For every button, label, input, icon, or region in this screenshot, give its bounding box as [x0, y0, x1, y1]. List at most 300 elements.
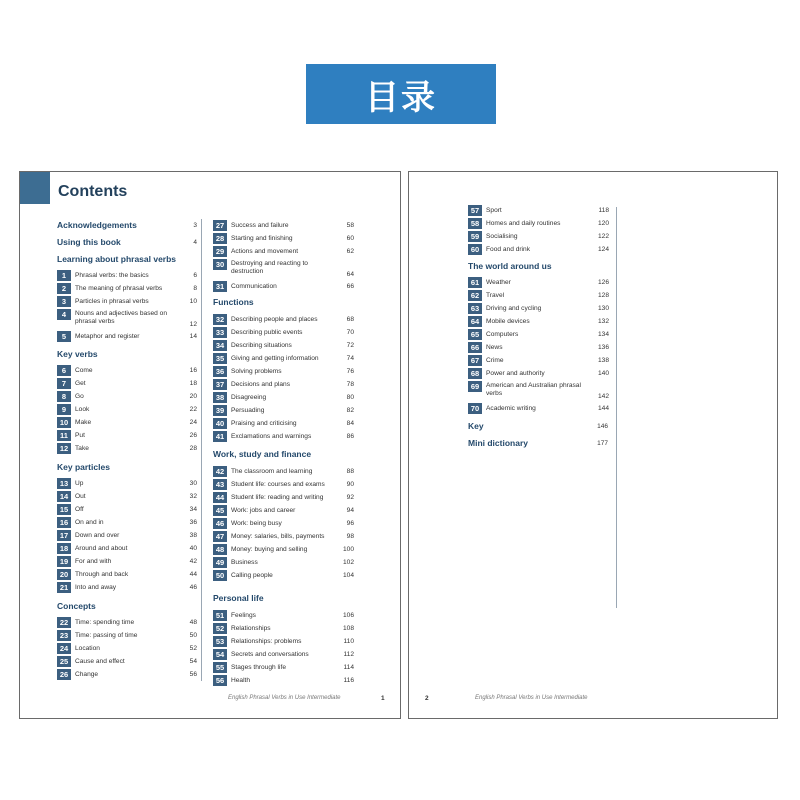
unit-title: Decisions and plans — [231, 381, 291, 388]
page-ref: 56 — [189, 671, 197, 678]
unit-number-badge: 45 — [213, 505, 227, 516]
page-ref: 80 — [346, 394, 354, 401]
unit-entry[interactable] — [213, 505, 354, 516]
unit-number-badge: 23 — [57, 630, 71, 641]
page-ref: 94 — [346, 507, 354, 514]
page-ref: 114 — [343, 664, 354, 671]
page-ref: 102 — [342, 559, 354, 566]
unit-entry[interactable] — [213, 366, 354, 377]
page-ref: 50 — [189, 632, 197, 639]
contents-entry[interactable]: Key — [468, 421, 484, 431]
unit-entry[interactable] — [213, 220, 354, 231]
unit-title: For and with — [75, 558, 112, 565]
page-ref: 30 — [189, 480, 197, 487]
unit-title: Nouns and adjectives based on phrasal verbs — [75, 310, 168, 325]
section-title: Personal life — [213, 593, 264, 603]
unit-number-badge: 21 — [57, 582, 71, 593]
unit-title: Giving and getting information — [231, 355, 319, 362]
unit-number-badge: 22 — [57, 617, 71, 628]
unit-title: Relationships — [231, 625, 271, 632]
page-ref: 98 — [346, 533, 354, 540]
unit-number-badge: 41 — [213, 431, 227, 442]
unit-number-badge: 43 — [213, 479, 227, 490]
unit-number-badge: 69 — [468, 381, 482, 392]
unit-number-badge: 4 — [57, 309, 71, 320]
unit-number-badge: 32 — [213, 314, 227, 325]
unit-number-badge: 50 — [213, 570, 227, 581]
unit-entry[interactable] — [213, 340, 354, 351]
unit-entry[interactable] — [213, 392, 354, 403]
unit-number-badge: 55 — [213, 662, 227, 673]
unit-entry[interactable] — [213, 233, 354, 244]
page-ref: 48 — [189, 619, 197, 626]
unit-entry[interactable] — [468, 342, 609, 353]
unit-title: Praising and criticising — [231, 420, 297, 427]
unit-title: Travel — [486, 292, 505, 299]
unit-title: Particles in phrasal verbs — [75, 298, 149, 305]
page-ref: 14 — [189, 333, 197, 340]
section-title: Functions — [213, 297, 254, 307]
page-ref: 104 — [342, 572, 354, 579]
unit-entry[interactable] — [57, 491, 197, 502]
unit-title: Food and drink — [486, 246, 530, 253]
unit-title: Sport — [486, 207, 502, 214]
contents-heading: Contents — [58, 183, 128, 200]
section-title: Key verbs — [57, 349, 98, 359]
unit-entry[interactable] — [57, 478, 197, 489]
unit-title: Secrets and conversations — [231, 651, 309, 658]
unit-title: On and in — [75, 519, 104, 526]
unit-title: Work: jobs and career — [231, 507, 296, 514]
unit-entry[interactable] — [213, 405, 354, 416]
unit-number-badge: 63 — [468, 303, 482, 314]
unit-number-badge: 26 — [57, 669, 71, 680]
page-ref: 6 — [193, 272, 197, 279]
unit-title: Out — [75, 493, 86, 500]
unit-entry[interactable] — [57, 417, 197, 428]
unit-entry[interactable] — [468, 290, 609, 301]
page-ref: 66 — [346, 283, 354, 290]
unit-title: Success and failure — [231, 222, 289, 229]
unit-number-badge: 28 — [213, 233, 227, 244]
page-number: 1 — [381, 695, 385, 702]
unit-entry[interactable] — [57, 543, 197, 554]
page-ref: 126 — [597, 279, 609, 286]
unit-title: Come — [75, 367, 93, 374]
page-ref: 16 — [189, 367, 197, 374]
unit-number-badge: 51 — [213, 610, 227, 621]
unit-entry[interactable] — [57, 378, 197, 389]
unit-title: Location — [75, 645, 100, 652]
unit-number-badge: 29 — [213, 246, 227, 257]
section-title: Key particles — [57, 462, 110, 472]
page-ref: 96 — [346, 520, 354, 527]
unit-number-badge: 6 — [57, 365, 71, 376]
corner-tab — [20, 172, 50, 204]
unit-entry[interactable] — [213, 662, 354, 673]
section-title: Work, study and finance — [213, 449, 312, 459]
unit-title: Student life: reading and writing — [231, 494, 324, 501]
unit-entry[interactable] — [468, 381, 609, 401]
unit-number-badge: 54 — [213, 649, 227, 660]
unit-number-badge: 44 — [213, 492, 227, 503]
unit-title: Describing public events — [231, 329, 303, 336]
unit-title: Weather — [486, 279, 511, 286]
unit-number-badge: 60 — [468, 244, 482, 255]
page-ref: 36 — [189, 519, 197, 526]
page-ref: 18 — [189, 380, 197, 387]
page-ref: 32 — [189, 493, 197, 500]
unit-title: Go — [75, 393, 84, 400]
unit-number-badge: 24 — [57, 643, 71, 654]
page-ref: 24 — [189, 419, 197, 426]
unit-entry[interactable] — [57, 391, 197, 402]
unit-entry[interactable] — [213, 259, 354, 279]
unit-entry[interactable] — [468, 244, 609, 255]
unit-entry[interactable] — [213, 649, 354, 660]
unit-entry[interactable] — [468, 329, 609, 340]
unit-entry[interactable] — [57, 283, 197, 294]
unit-number-badge: 15 — [57, 504, 71, 515]
unit-title: Make — [75, 419, 92, 426]
unit-number-badge: 49 — [213, 557, 227, 568]
page-ref: 4 — [193, 239, 197, 246]
unit-number-badge: 12 — [57, 443, 71, 454]
page-ref: 10 — [189, 298, 197, 305]
page-ref: 22 — [189, 406, 197, 413]
unit-entry[interactable] — [213, 492, 354, 503]
unit-title: Around and about — [75, 545, 128, 552]
unit-number-badge: 17 — [57, 530, 71, 541]
unit-entry[interactable] — [213, 327, 354, 338]
unit-number-badge: 14 — [57, 491, 71, 502]
unit-title: Academic writing — [486, 405, 536, 412]
unit-title: Persuading — [231, 407, 265, 414]
page-ref: 34 — [189, 506, 197, 513]
unit-title: Starting and finishing — [231, 235, 293, 242]
page-banner — [306, 64, 496, 124]
unit-number-badge: 2 — [57, 283, 71, 294]
right-page — [408, 171, 778, 719]
page-ref: 82 — [346, 407, 354, 414]
unit-entry[interactable] — [57, 365, 197, 376]
unit-entry[interactable] — [57, 582, 197, 593]
unit-title: Change — [75, 671, 99, 678]
unit-number-badge: 7 — [57, 378, 71, 389]
unit-number-badge: 59 — [468, 231, 482, 242]
unit-entry[interactable] — [213, 623, 354, 634]
unit-entry[interactable] — [213, 418, 354, 429]
unit-number-badge: 52 — [213, 623, 227, 634]
unit-entry[interactable] — [57, 556, 197, 567]
page-ref: 138 — [597, 357, 609, 364]
unit-title: Into and away — [75, 584, 117, 591]
contents-entry[interactable]: Acknowledgements — [57, 220, 137, 230]
page-footer: English Phrasal Verbs in Use Intermediate — [228, 695, 341, 701]
unit-number-badge: 53 — [213, 636, 227, 647]
unit-title: Money: salaries, bills, payments — [231, 533, 325, 540]
unit-number-badge: 5 — [57, 331, 71, 342]
unit-number-badge: 9 — [57, 404, 71, 415]
page-ref: 106 — [342, 612, 354, 619]
section-title: Concepts — [57, 601, 96, 611]
unit-entry[interactable] — [57, 569, 197, 580]
unit-title: Power and authority — [486, 370, 545, 377]
unit-number-badge: 3 — [57, 296, 71, 307]
unit-title: Money: buying and selling — [231, 546, 308, 553]
page-ref: 76 — [346, 368, 354, 375]
unit-title: Put — [75, 432, 85, 439]
page-ref: 136 — [597, 344, 609, 351]
unit-entry[interactable] — [468, 316, 609, 327]
unit-number-badge: 27 — [213, 220, 227, 231]
page-ref: 142 — [597, 393, 609, 400]
page-ref: 100 — [342, 546, 354, 553]
unit-entry[interactable] — [57, 517, 197, 528]
page-ref: 3 — [193, 222, 197, 229]
contents-entry[interactable]: Using this book — [57, 237, 121, 247]
unit-number-badge: 67 — [468, 355, 482, 366]
page-ref: 26 — [189, 432, 197, 439]
unit-title: Communication — [231, 283, 277, 290]
unit-entry[interactable] — [213, 636, 354, 647]
unit-entry[interactable] — [57, 530, 197, 541]
page-ref: 42 — [189, 558, 197, 565]
unit-title: Socialising — [486, 233, 518, 240]
page-ref: 146 — [597, 423, 608, 430]
page-ref: 70 — [346, 329, 354, 336]
unit-entry[interactable] — [468, 368, 609, 379]
unit-entry[interactable] — [57, 617, 197, 628]
page-ref: 116 — [343, 677, 354, 684]
page-ref: 64 — [346, 271, 354, 278]
unit-entry[interactable] — [213, 570, 354, 581]
contents-entry[interactable]: Mini dictionary — [468, 438, 528, 448]
unit-title: Solving problems — [231, 368, 282, 375]
page-ref: 28 — [189, 445, 197, 452]
page-ref: 58 — [346, 222, 354, 229]
unit-number-badge: 13 — [57, 478, 71, 489]
unit-entry[interactable] — [57, 504, 197, 515]
unit-entry[interactable] — [213, 479, 354, 490]
page-ref: 86 — [346, 433, 354, 440]
page-ref: 110 — [343, 638, 354, 645]
unit-entry[interactable] — [57, 331, 197, 342]
left-page — [19, 171, 401, 719]
page-ref: 130 — [597, 305, 609, 312]
unit-entry[interactable] — [213, 353, 354, 364]
unit-title: Time: passing of time — [75, 632, 138, 639]
unit-title: Actions and movement — [231, 248, 299, 255]
page-ref: 108 — [342, 625, 354, 632]
unit-entry[interactable] — [213, 518, 354, 529]
unit-number-badge: 48 — [213, 544, 227, 555]
page-ref: 40 — [189, 545, 197, 552]
unit-title: Work: being busy — [231, 520, 282, 527]
unit-entry[interactable] — [57, 404, 197, 415]
page-ref: 46 — [189, 584, 197, 591]
unit-number-badge: 19 — [57, 556, 71, 567]
unit-entry[interactable] — [213, 379, 354, 390]
unit-number-badge: 18 — [57, 543, 71, 554]
unit-entry[interactable] — [57, 430, 197, 441]
unit-title: Feelings — [231, 612, 256, 619]
unit-title: Destroying and reacting to destruction — [231, 260, 308, 275]
page-ref: 84 — [346, 420, 354, 427]
unit-title: Disagreeing — [231, 394, 267, 401]
unit-title: Business — [231, 559, 258, 566]
page-ref: 120 — [597, 220, 609, 227]
page-ref: 74 — [346, 355, 354, 362]
page-ref: 134 — [597, 331, 609, 338]
page-ref: 54 — [189, 658, 197, 665]
unit-title: Metaphor and register — [75, 333, 140, 340]
unit-title: Homes and daily routines — [486, 220, 561, 227]
unit-number-badge: 34 — [213, 340, 227, 351]
unit-number-badge: 16 — [57, 517, 71, 528]
unit-number-badge: 66 — [468, 342, 482, 353]
unit-title: Exclamations and warnings — [231, 433, 312, 440]
page-ref: 52 — [189, 645, 197, 652]
unit-number-badge: 30 — [213, 259, 227, 270]
unit-number-badge: 10 — [57, 417, 71, 428]
page-ref: 68 — [346, 316, 354, 323]
unit-entry[interactable] — [468, 403, 609, 414]
unit-title: Off — [75, 506, 84, 513]
unit-number-badge: 58 — [468, 218, 482, 229]
unit-number-badge: 70 — [468, 403, 482, 414]
unit-entry[interactable] — [57, 309, 197, 329]
unit-title: News — [486, 344, 503, 351]
unit-number-badge: 8 — [57, 391, 71, 402]
unit-title: Down and over — [75, 532, 120, 539]
unit-entry[interactable] — [57, 270, 197, 281]
unit-entry[interactable] — [213, 314, 354, 325]
unit-entry[interactable] — [213, 531, 354, 542]
unit-entry[interactable] — [213, 557, 354, 568]
unit-entry[interactable] — [213, 675, 354, 686]
page-ref: 144 — [597, 405, 609, 412]
unit-entry[interactable] — [57, 443, 197, 454]
page-ref: 90 — [346, 481, 354, 488]
unit-title: Driving and cycling — [486, 305, 542, 312]
unit-number-badge: 35 — [213, 353, 227, 364]
unit-entry[interactable] — [213, 431, 354, 442]
unit-number-badge: 62 — [468, 290, 482, 301]
unit-number-badge: 65 — [468, 329, 482, 340]
unit-title: Crime — [486, 357, 504, 364]
page-ref: 88 — [346, 468, 354, 475]
unit-title: Relationships: problems — [231, 638, 302, 645]
unit-number-badge: 36 — [213, 366, 227, 377]
section-title: The world around us — [468, 261, 552, 271]
unit-number-badge: 37 — [213, 379, 227, 390]
page-ref: 92 — [346, 494, 354, 501]
page-ref: 60 — [346, 235, 354, 242]
unit-entry[interactable] — [468, 355, 609, 366]
unit-number-badge: 39 — [213, 405, 227, 416]
unit-title: Look — [75, 406, 90, 413]
page-ref: 128 — [597, 292, 609, 299]
unit-title: Student life: courses and exams — [231, 481, 325, 488]
unit-entry[interactable] — [468, 277, 609, 288]
unit-entry[interactable] — [57, 669, 197, 680]
unit-title: Cause and effect — [75, 658, 125, 665]
unit-title: Through and back — [75, 571, 129, 578]
unit-number-badge: 11 — [57, 430, 71, 441]
unit-number-badge: 68 — [468, 368, 482, 379]
page-ref: 177 — [597, 440, 608, 447]
unit-entry[interactable] — [468, 205, 609, 216]
page-ref: 78 — [346, 381, 354, 388]
page-ref: 132 — [597, 318, 609, 325]
unit-number-badge: 57 — [468, 205, 482, 216]
page-ref: 112 — [343, 651, 354, 658]
unit-number-badge: 20 — [57, 569, 71, 580]
section-title: Learning about phrasal verbs — [57, 254, 177, 264]
page-ref: 12 — [189, 321, 197, 328]
unit-number-badge: 33 — [213, 327, 227, 338]
page-ref: 44 — [189, 571, 197, 578]
banner-title: 目录 — [365, 77, 437, 118]
page-ref: 124 — [597, 246, 609, 253]
unit-title: Health — [231, 677, 251, 684]
unit-entry[interactable] — [213, 281, 354, 292]
unit-title: Describing people and places — [231, 316, 318, 323]
unit-number-badge: 40 — [213, 418, 227, 429]
page-ref: 118 — [598, 207, 609, 214]
unit-entry[interactable] — [213, 544, 354, 555]
unit-entry[interactable] — [468, 231, 609, 242]
unit-number-badge: 56 — [213, 675, 227, 686]
unit-title: Up — [75, 480, 84, 487]
unit-title: Take — [75, 445, 89, 452]
unit-entry[interactable] — [57, 643, 197, 654]
unit-number-badge: 25 — [57, 656, 71, 667]
unit-entry[interactable] — [468, 303, 609, 314]
unit-entry[interactable] — [468, 218, 609, 229]
unit-entry[interactable] — [213, 610, 354, 621]
unit-title: The classroom and learning — [231, 468, 313, 475]
unit-title: Phrasal verbs: the basics — [75, 272, 149, 279]
unit-number-badge: 38 — [213, 392, 227, 403]
unit-number-badge: 31 — [213, 281, 227, 292]
unit-title: Computers — [486, 331, 519, 338]
page-footer: English Phrasal Verbs in Use Intermediate — [475, 695, 588, 701]
column-divider — [201, 219, 202, 681]
unit-entry[interactable] — [57, 630, 197, 641]
unit-title: Time: spending time — [75, 619, 135, 626]
page-ref: 72 — [346, 342, 354, 349]
unit-number-badge: 1 — [57, 270, 71, 281]
page-ref: 20 — [189, 393, 197, 400]
unit-entry[interactable] — [213, 466, 354, 477]
page-number: 2 — [425, 695, 429, 702]
unit-entry[interactable] — [57, 296, 197, 307]
unit-number-badge: 64 — [468, 316, 482, 327]
unit-title: The meaning of phrasal verbs — [75, 285, 163, 292]
unit-title: Describing situations — [231, 342, 292, 349]
unit-number-badge: 47 — [213, 531, 227, 542]
page-ref: 140 — [597, 370, 609, 377]
unit-title: Mobile devices — [486, 318, 530, 325]
unit-entry[interactable] — [213, 246, 354, 257]
unit-number-badge: 46 — [213, 518, 227, 529]
unit-title: American and Australian phrasal verbs — [486, 382, 581, 397]
unit-entry[interactable] — [57, 656, 197, 667]
page-ref: 38 — [189, 532, 197, 539]
page-ref: 122 — [597, 233, 609, 240]
